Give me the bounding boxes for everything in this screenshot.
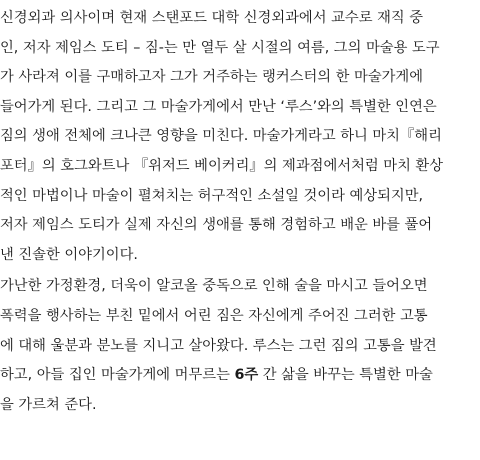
text-line: 인, 저자 제임스 도티 – 짐-는 만 열두 살 시절의 여름, 그의 마술용 도구 — [0, 39, 440, 56]
text-line: 들어가게 된다. 그리고 그 마술가게에서 만난 ‘루스’와의 특별한 인연은 — [0, 98, 437, 115]
text-line: 가난한 가정환경, 더욱이 알코올 중독으로 인해 술을 마시고 들어오면 — [0, 278, 428, 295]
text-line: 을 가르쳐 준다. — [0, 396, 97, 413]
text-line: 저자 제임스 도티가 실제 자신의 생애를 통해 경험하고 배운 바를 풀어 — [0, 217, 433, 234]
text-line: 낸 진솔한 이야기이다. — [0, 246, 138, 263]
text-line: 에 대해 울분과 분노를 지니고 살아왔다. 루스는 그런 짐의 고통을 발견 — [0, 337, 437, 354]
text-segment: 간 삶을 바꾸는 특별한 마술 — [258, 367, 433, 384]
text-line — [0, 361, 480, 391]
text-line: 폭력을 행사하는 부친 밑에서 어린 짐은 자신에게 주어진 그러한 고통 — [0, 307, 428, 324]
text-segment: 하고, 아들 집인 마술가게에 머무르는 — [0, 367, 235, 384]
text-line: 신경외과 의사이며 현재 스탠포드 대학 신경외과에서 교수로 재직 중 — [0, 10, 424, 26]
text-line: 짐의 생애 전체에 크나큰 영향을 미친다. 마술가게라고 하니 마치『해리 — [0, 128, 442, 145]
paragraph-2 — [0, 272, 480, 420]
paragraph-1 — [0, 4, 480, 270]
text-line: 적인 마법이나 마술이 펼쳐치는 허구적인 소설일 것이라 예상되지만, — [0, 187, 424, 204]
emphasized-text: 6주 — [234, 367, 259, 384]
text-line: 포터』의 호그와트나 『위저드 베이커리』의 제과점에서처럼 마치 환상 — [0, 157, 444, 174]
text-line: 가 사라져 이를 구매하고자 그가 거주하는 랭커스터의 한 마술가게에 — [0, 69, 424, 86]
